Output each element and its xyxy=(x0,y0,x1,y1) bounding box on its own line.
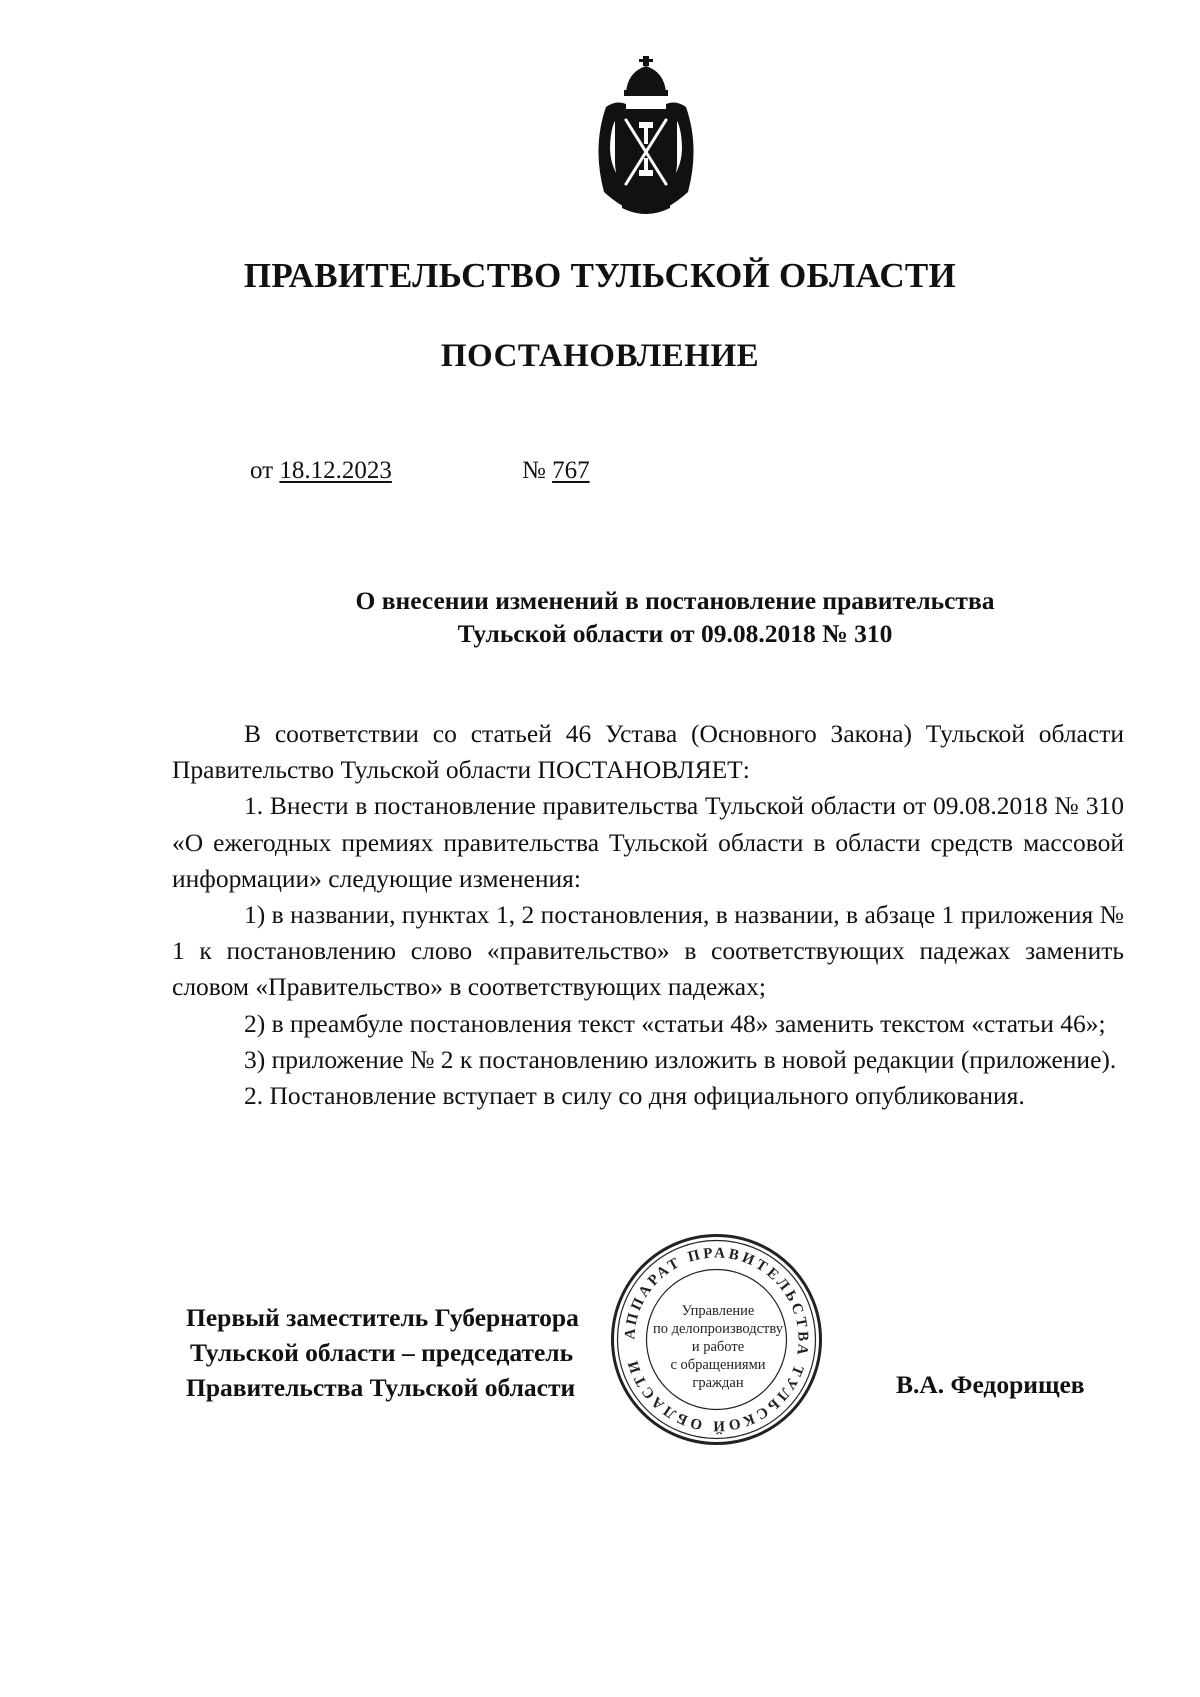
number-prefix: № xyxy=(522,457,546,484)
tula-coat-of-arms-icon xyxy=(586,52,706,217)
stamp-ring-text: АППАРАТ ПРАВИТЕЛЬСТВА ТУЛЬСКОЙ ОБЛАСТИ xyxy=(622,1245,811,1434)
body-paragraph: 3) приложение № 2 к постановлению изложить в новой редакции (приложение). xyxy=(244,1044,1117,1074)
stamp-inner-text xyxy=(648,1302,788,1392)
document-subject xyxy=(0,584,1200,650)
signer-position-line: Тульской области – председатель xyxy=(190,1338,574,1367)
subject-line-2: Тульской области от 09.08.2018 № 310 xyxy=(457,619,893,648)
stamp-inner-line: с обращениями xyxy=(670,1357,766,1373)
date-value: 18.12.2023 xyxy=(279,457,392,484)
date-prefix: от xyxy=(250,457,274,484)
signer-position-line: Правительства Тульской области xyxy=(186,1373,576,1402)
subject-line-1: О внесении изменений в постановление правительства xyxy=(355,586,995,615)
signer-position xyxy=(186,1300,579,1405)
document-date xyxy=(250,457,392,485)
number-value: 767 xyxy=(552,457,590,484)
body-paragraph: 2) в преамбуле постановления текст «статьи 48» заменить текстом «статьи 46»; xyxy=(244,1008,1106,1038)
document-type-heading: ПОСТАНОВЛЕНИЕ xyxy=(440,338,760,374)
stamp-inner-line: граждан xyxy=(692,1375,744,1391)
organization-title: ПРАВИТЕЛЬСТВО ТУЛЬСКОЙ ОБЛАСТИ xyxy=(243,256,957,295)
body-paragraph: 2. Постановление вступает в силу со дня официального опубликования. xyxy=(244,1081,1025,1111)
body-paragraph: 1. Внести в постановление правительства Тульской области от 09.08.2018 № 310 «О ежегодных премиях правительства Тульской области в области средств массовой информации» следующие изменения: xyxy=(172,791,1124,893)
document-body xyxy=(172,716,1124,1114)
body-paragraph: 1) в названии, пунктах 1, 2 постановления, в названии, в абзаце 1 приложения № 1 к постановлению слово «правительство» в соответствующих падежах заменить словом «Правительство» в соответствующих падежах; xyxy=(172,900,1124,1002)
signer-name: В.А. Федорищев xyxy=(896,1370,1085,1399)
stamp-inner-line: и работе xyxy=(691,1339,745,1355)
document-number xyxy=(522,457,590,485)
stamp-inner-line: по делопроизводству xyxy=(652,1321,783,1337)
body-paragraph: В соответствии со статьей 46 Устава (Основного Закона) Тульской области Правительство Тульской области ПОСТАНОВЛЯЕТ: xyxy=(172,719,1124,785)
signer-position-line: Первый заместитель Губернатора xyxy=(186,1303,579,1332)
stamp-inner-line: Управление xyxy=(681,1303,755,1319)
